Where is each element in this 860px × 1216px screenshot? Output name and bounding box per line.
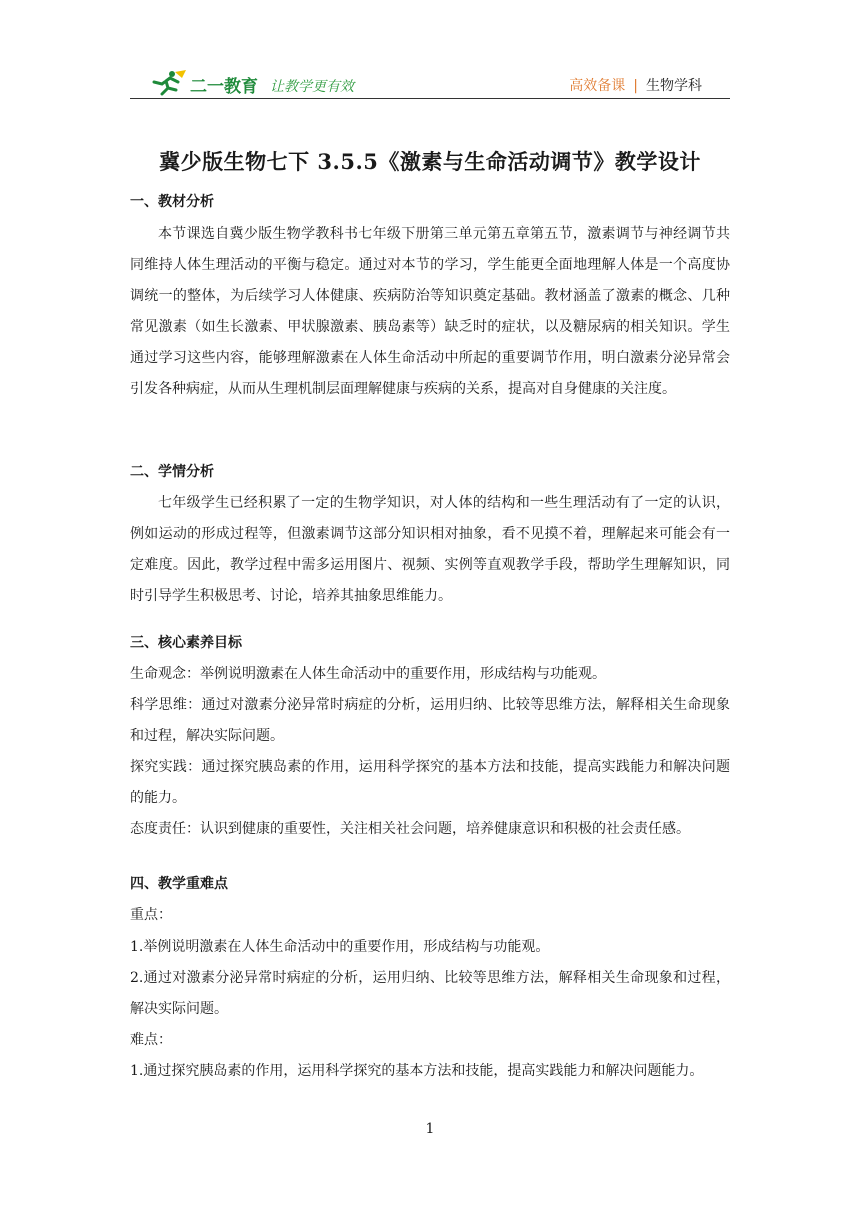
goal-item: 科学思维：通过对激素分泌异常时病症的分析，运用归纳、比较等思维方法，解释相关生命现象和过程，解决实际问题。 bbox=[130, 697, 730, 744]
goal-item: 生命观念：举例说明激素在人体生命活动中的重要作用，形成结构与功能观。 bbox=[130, 666, 606, 682]
goal-item: 态度责任：认识到健康的重要性，关注相关社会问题，培养健康意识和积极的社会责任感。 bbox=[130, 821, 690, 837]
difficult-points-label: 难点： bbox=[130, 1032, 172, 1048]
document-title: 冀少版生物七下 3.5.5《激素与生命活动调节》教学设计 bbox=[159, 149, 701, 174]
page-header bbox=[130, 68, 730, 99]
header-separator: | bbox=[633, 78, 638, 94]
section-heading-textbook-analysis: 一、教材分析 bbox=[130, 194, 214, 210]
header-right-labels bbox=[569, 75, 702, 95]
section-heading-core-literacy-goals: 三、核心素养目标 bbox=[130, 635, 242, 651]
page-number: 1 bbox=[425, 1121, 435, 1137]
key-points-label: 重点： bbox=[130, 907, 172, 923]
logo-text: 二一教育 bbox=[190, 77, 258, 97]
running-figure-icon bbox=[142, 70, 188, 96]
slogan: 让教学更有效 bbox=[270, 79, 354, 95]
header-label-subject: 生物学科 bbox=[646, 78, 702, 94]
section-heading-key-difficult-points: 四、教学重难点 bbox=[130, 876, 228, 892]
key-point-item: 1.举例说明激素在人体生命活动中的重要作用，形成结构与功能观。 bbox=[130, 939, 550, 955]
difficult-point-item: 1.通过探究胰岛素的作用，运用科学探究的基本方法和技能，提高实践能力和解决问题能力。 bbox=[130, 1063, 704, 1079]
goal-item: 探究实践：通过探究胰岛素的作用，运用科学探究的基本方法和技能，提高实践能力和解决问题的能力。 bbox=[130, 759, 730, 806]
header-label-efficient-prep: 高效备课 bbox=[569, 78, 626, 94]
section-heading-learner-analysis: 二、学情分析 bbox=[130, 464, 214, 480]
key-point-item: 2.通过对激素分泌异常时病症的分析，运用归纳、比较等思维方法，解释相关生命现象和过程，解决实际问题。 bbox=[130, 970, 730, 1017]
brand-logo bbox=[142, 70, 382, 96]
section-text-learner-analysis: 七年级学生已经积累了一定的生物学知识，对人体的结构和一些生理活动有了一定的认识，例如运动的形成过程等，但激素调节这部分知识相对抽象，看不见摸不着，理解起来可能会有一定难度。因此，教学过程中需多运用图片、视频、实例等直观教学手段，帮助学生理解知识，同时引导学生积极思考、讨论，培养其抽象思维能力。 bbox=[130, 495, 730, 604]
section-text-textbook-analysis: 本节课选自冀少版生物学教科书七年级下册第三单元第五章第五节，激素调节与神经调节共同维持人体生理活动的平衡与稳定。通过对本节的学习，学生能更全面地理解人体是一个高度协调统一的整体，为后续学习人体健康、疾病防治等知识奠定基础。教材涵盖了激素的概念、几种常见激素（如生长激素、甲状腺激素、胰岛素等）缺乏时的症状，以及糖尿病的相关知识。学生通过学习这些内容，能够理解激素在人体生命活动中所起的重要调节作用，明白激素分泌异常会引发各种病症，从而从生理机制层面理解健康与疾病的关系，提高对自身健康的关注度。 bbox=[130, 226, 730, 397]
